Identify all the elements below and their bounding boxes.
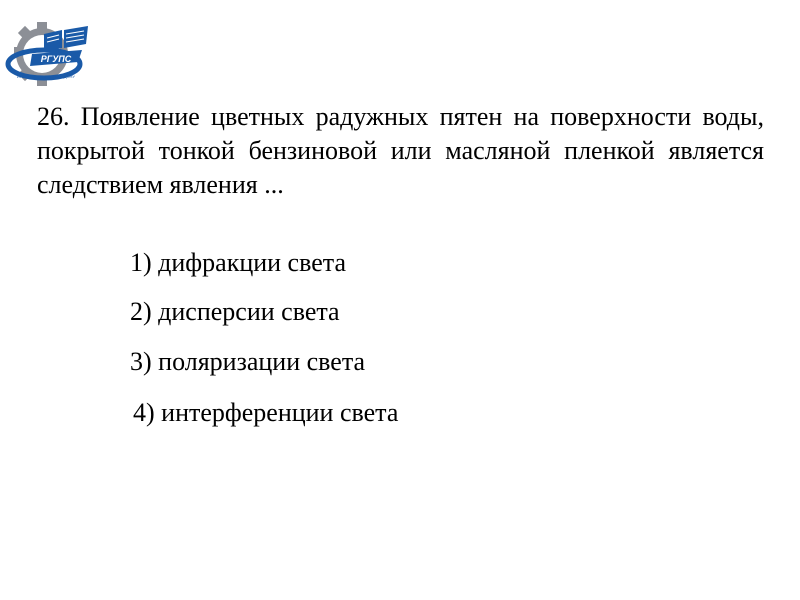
- university-logo: [2, 4, 92, 92]
- logo-ring-text: ИНСТИТУТ РОСТОВ НА ДОНУ: [17, 74, 75, 79]
- logo-text: РГУПС: [40, 54, 72, 64]
- question-text: 26. Появление цветных радужных пятен на поверхности воды, покрытой тонкой бензиновой или масляной пленкой является следствием явления ...: [37, 102, 764, 199]
- answer-option-1[interactable]: 1) дифракции света: [130, 248, 346, 277]
- answer-option-4[interactable]: 4) интерференции света: [133, 398, 399, 427]
- answer-option-2[interactable]: 2) дисперсии света: [130, 297, 340, 326]
- answer-option-3[interactable]: 3) поляризации света: [130, 347, 366, 376]
- rgups-logo-icon: [2, 4, 92, 92]
